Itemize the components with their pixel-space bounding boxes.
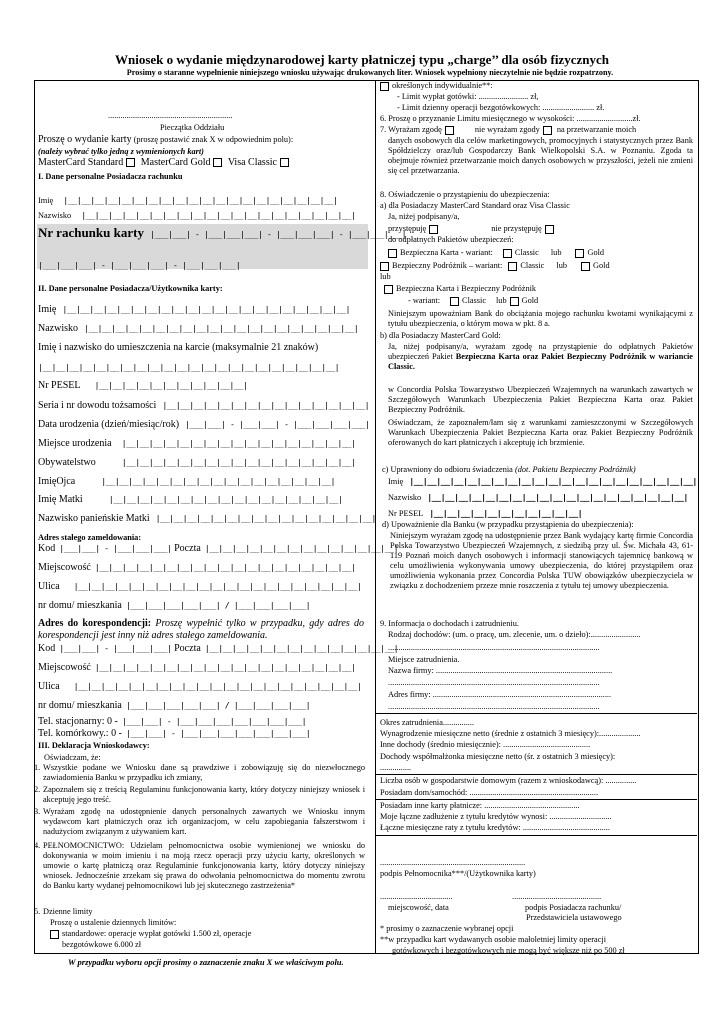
father-name-label: ImięOjca <box>38 476 76 487</box>
safe-traveller-checkbox[interactable] <box>380 262 389 271</box>
father-name-field[interactable]: |__|__|__|__|__|__|__|__|__|__|__|__|__|__|__|__|__| <box>101 476 335 486</box>
permanent-address-heading: Adres stałego zameldowania: <box>38 533 142 542</box>
beneficiary-pesel-field[interactable]: |__|__|__|__|__|__|__|__|__|__|__| <box>429 508 583 518</box>
mother-maiden-name-field[interactable]: |__|__|__|__|__|__|__|__|__|__|__|__|__|__|__|__| <box>155 513 376 523</box>
account-number-field-1[interactable]: |___|___| - |___|___|___| - |___|___|___| - |___|___|___| <box>149 229 407 239</box>
street-field[interactable]: |__|__|__|__|__|__|__|__|__|__|__|__|__|__|__|__|__|__|__|__|__| <box>73 581 362 591</box>
corr-postal-code-field[interactable]: |___|___| - |___|___|___| <box>59 643 172 653</box>
declaration-1: Wszystkie podane we Wniosku dane są prawdziwe i zobowiązuję się do niezwłocznego zawiadomienia Banku w przypadku ich zmiany, <box>43 763 365 782</box>
firm-address-dots: ...................................................................................................... <box>388 702 600 711</box>
insurance-b-text-3: Oświadczam, że zapoznałem/łam się z warunkami zamieszczonymi w Szczegółowych Warunkach Ubezpieczenia Pakiet Bezpieczna Karta oraz Pakiet Bezpieczny Podróżnik oferowanych do kart płatniczych i akceptuję ich brzmienie. <box>388 418 693 447</box>
mastercard-standard-checkbox[interactable] <box>126 158 135 167</box>
user-last-name-field[interactable]: |__|__|__|__|__|__|__|__|__|__|__|__|__|__|__|__|__|__|__|__| <box>84 323 359 333</box>
or-label: lub <box>380 272 391 281</box>
insurance-b-text-1: Ja, niżej podpisany/a, wyrażam zgodę na przystąpienie do odpłatnych Pakietów ubezpieczeń Pakiet <box>388 342 693 361</box>
account-holder-signature-label: podpis Posiadacza rachunku/ <box>525 903 622 912</box>
footnote-2: **w przypadku kart wydawanych osobie małoletniej limity operacji <box>380 935 607 944</box>
bank-authorization-text: Niniejszym wyrażam zgodę na udostępnienie przez Bank wydający kartę firmie Concordia Polska Towarzystwo Ubezpieczeń Wzajemnych, z siedzibą przy ul. Św. Michała 43, 61-119 Poznań moich danych osobowych i informacji stanowiących tajemnicę bankową w celu umożliwienia wykonywania umowy ubezpieczenia, do której przystąpiłem oraz umożliwienia wykonania przez Concordia Polska TUW obowiązków ubezpieczyciela w związku z dochodzeniem przeze mnie roszczenia z tytułu tej umowy ubezpieczenia. <box>390 531 693 590</box>
corr-post-office-field[interactable]: |__|__|__|__|__|__|__|__|__|__|__|__|__|__| <box>204 643 399 653</box>
card-mastercard-gold-label: MasterCard Gold <box>140 157 211 168</box>
consent-checkbox[interactable] <box>445 126 454 135</box>
safe-card-classic-checkbox[interactable] <box>503 249 512 258</box>
beneficiary-first-name-field[interactable]: |__|__|__|__|__|__|__|__|__|__|__|__|__|__|__|__|__|__|__|__|__| <box>409 476 697 486</box>
household-divider <box>375 774 697 775</box>
mastercard-gold-checkbox[interactable] <box>213 158 222 167</box>
firm-name-line: Nazwa firmy: ..................................................................................... <box>388 666 613 675</box>
pesel-label: Nr PESEL <box>38 380 81 391</box>
both-classic-checkbox[interactable] <box>450 297 459 306</box>
town-field[interactable]: |__|__|__|__|__|__|__|__|__|__|__|__|__|__|__|__|__|__|__| <box>94 562 356 572</box>
section-1-heading: I. Dane personalne Posiadacza rachunku <box>38 172 183 181</box>
debit-authorization: Niniejszym upoważniam Bank do obciążania mojego rachunku kwotami wynikającymi z tytułu ubezpieczenia, o którym mowa w pkt. 8 a. <box>388 309 693 328</box>
credit-installments-line: Łączne miesięczne raty z tytułu kredytów: .......................................... <box>380 823 610 832</box>
firm-dots-line: ...................................................................................................... <box>388 678 600 687</box>
beneficiary-heading: c) Uprawniony do odbioru świadczenia <box>382 465 513 474</box>
beneficiary-last-name-field[interactable]: |__|__|__|__|__|__|__|__|__|__|__|__|__|__|__|__|__|__|__| <box>427 492 688 502</box>
both-packages-label: Bezpieczna Karta i Bezpieczny Podróżnik <box>396 284 537 293</box>
beneficiary-note: (dot. Pakietu Bezpieczny Podróżnik) <box>514 465 636 474</box>
declaration-5: Dzienne limity <box>43 907 93 916</box>
account-number-label: Nr rachunku karty <box>38 225 144 240</box>
standard-limits-checkbox[interactable] <box>50 930 59 939</box>
safe-traveller-classic-label: Classic <box>520 261 545 270</box>
cash-limit-line: - Limit wypłat gotówki: ........................ zł, <box>397 92 539 101</box>
declaration-2: Zapoznałem się z treścią Regulaminu funkcjonowania karty, który dotyczy niniejszy wniosek i akceptuję jego treść. <box>43 785 365 804</box>
cashless-limit-line: - Limit dzienny operacji bezgotówkowych: ......................... zł. <box>397 103 605 112</box>
consent-label: 7. Wyrażam zgodę <box>380 125 442 134</box>
user-last-name-label: Nazwisko <box>38 323 78 334</box>
legal-representative-label: Przedstawiciela ustawowego <box>526 913 622 922</box>
citizenship-field[interactable]: |__|__|__|__|__|__|__|__|__|__|__|__|__|__|__|__|__| <box>121 457 356 467</box>
employment-period-line: Okres zatrudnienia............... <box>380 718 475 727</box>
landline-field[interactable]: |___|___| - |___|___|___|___|___|___|___| <box>121 716 307 726</box>
safe-card-gold-label: Gold <box>587 248 605 257</box>
safe-card-checkbox[interactable] <box>388 249 397 258</box>
corr-house-number-label: nr domu/ mieszkania <box>38 700 122 711</box>
credit-debt-line: Moje łączne zadłużenie z tytułu kredytów wynosi: .............................. <box>380 812 612 821</box>
both-gold-label: Gold <box>521 296 539 305</box>
insurance-b-text-2: w Concordia Polska Towarzystwo Ubezpieczeń Wzajemnych na warunkach zawartych w Szczegółowych Warunkach Ubezpieczenia Pakiet Bezpieczna Karta oraz Pakiet Bezpieczny Podróżnik. <box>388 385 693 414</box>
other-cards-line: Posiadam inne karty płatnicze: .............................................. <box>380 801 580 810</box>
custom-limits-label: określonych indywidualnie**: <box>392 81 493 90</box>
birth-date-field[interactable]: |___|___| - |___|___| - |___|___|___|___| <box>185 419 370 429</box>
emboss-name-field[interactable]: |__|__|__|__|__|__|__|__|__|__|__|__|__|__|__|__|__|__|__|__|__|__| <box>38 362 340 372</box>
birth-place-label: Miejsce urodzenia <box>38 438 112 449</box>
mother-name-label: Imię Matki <box>38 494 83 505</box>
join-label: przystępuję <box>388 224 427 233</box>
consent-text: danych osobowych dla celów marketingowych, promocyjnych i statystycznych przez Bank Spółdzielczy oraz/lub Gospodarczy Bank Wielkopolski S.A. w Poznaniu. Zgoda ta obejmuje również przetwarzanie moich danych osobowych w przyszłości, jeżeli nie zmieni się cel przetwarzania. <box>388 136 693 175</box>
insurance-b-heading: b) dla Posiadaczy MasterCard Gold: <box>380 331 501 340</box>
safe-card-label: Bezpieczna Karta - wariant: <box>400 248 493 257</box>
bank-authorization-heading: d) Upoważnienie dla Banku (w przypadku przystąpienia do ubezpieczenia): <box>382 520 634 529</box>
join-checkbox[interactable] <box>429 225 438 234</box>
custom-limits-checkbox[interactable] <box>380 82 389 91</box>
safe-traveller-classic-checkbox[interactable] <box>508 262 517 271</box>
limits-request: Proszę o ustalenie dziennych limitów: <box>50 918 177 927</box>
signature-divider <box>375 835 697 836</box>
id-document-field[interactable]: |__|__|__|__|__|__|__|__|__|__|__|__|__|__|__| <box>162 400 370 410</box>
declare-label: Oświadczam, że: <box>44 753 101 762</box>
safe-traveller-or: lub <box>556 261 568 270</box>
declaration-4: PEŁNOMOCNICTWO: Udzielam pełnomocnictwa osobie wymienionej we wniosku do dokonywania w moim imieniu i na moją rzecz operacji przy użyciu karty, określonych w umowie o kartę płatniczą oraz Regulaminie funkcjonowania karty, który dotyczy niniejszy wniosek. Jednocześnie zrzekam się prawa do odwołania pełnomocnictwa do momentu zwrotu do Banku karty wydanej pełnomocnikowi lub jej skutecznego zastrzeżenia* <box>43 841 365 890</box>
footnote-3: gotówkowych i bezgotówkowych nie mogą być większe niż po 500 zł <box>392 946 625 955</box>
corr-street-field[interactable]: |__|__|__|__|__|__|__|__|__|__|__|__|__|__|__|__|__|__|__|__|__| <box>73 681 362 691</box>
citizenship-label: Obywatelstwo <box>38 457 96 468</box>
monthly-limit-line: 6. Proszę o przyznanie Limitu miesięcznego w wysokości: ...........................zł. <box>380 114 641 123</box>
birth-place-field[interactable]: |__|__|__|__|__|__|__|__|__|__|__|__|__|__|__|__|__| <box>121 438 356 448</box>
no-consent-checkbox[interactable] <box>543 126 552 135</box>
form-title: Wniosek o wydanie międzynarodowej karty płatniczej typu „charge’’ dla osób fizycznych <box>115 52 609 67</box>
income-dots-line: ...................................................................................................... <box>388 643 600 652</box>
beneficiary-first-name-label: Imię <box>388 477 404 486</box>
other-income-line: Inne dochody (średnio miesięcznie): .......................................... <box>380 740 591 749</box>
postal-code-label: Kod <box>38 543 56 554</box>
corr-town-label: Miejscowość <box>38 662 91 673</box>
house-number-field[interactable]: |___|___|___|___|___| / |___|___|___|___| <box>125 600 311 610</box>
choose-one-note: (należy wybrać tylko jedną z wymienionych kart) <box>38 147 204 156</box>
insurance-a-line-4: do odpłatnych Pakietów ubezpieczeń: <box>388 235 514 244</box>
beneficiary-pesel-label: Nr PESEL <box>388 509 424 518</box>
income-kind-line: Rodzaj dochodów: (um. o pracę, um. zlecenie, um. o dzieło):........................ <box>388 630 641 639</box>
card-mastercard-standard-label: MasterCard Standard <box>38 157 124 168</box>
standard-limits-label-2: bezgotówkowe 6.000 zł <box>62 940 142 949</box>
corr-house-number-field[interactable]: |___|___|___|___|___| / |___|___|___|___| <box>125 700 311 710</box>
owner-last-name-label: Nazwisko <box>38 211 72 220</box>
both-variant-label: - wariant: <box>408 296 441 305</box>
net-salary-line: Wynagrodzenie miesięczne netto (średnie z ostatnich 3 miesięcy):.................... <box>380 729 641 738</box>
footnote-1: * prosimy o zaznaczenie wybranej opcji <box>380 924 514 933</box>
workplace-heading: Miejsce zatrudnienia. <box>388 655 460 664</box>
request-note: (proszę postawić znak X w odpowiednim polu): <box>133 135 294 144</box>
beneficiary-last-name-label: Nazwisko <box>388 493 422 502</box>
corr-post-office-label: Poczta <box>174 643 201 654</box>
owner-first-name-field[interactable]: |__|__|__|__|__|__|__|__|__|__|__|__|__|__|__|__|__|__|__|__| <box>63 195 338 205</box>
owner-last-name-field[interactable]: |__|__|__|__|__|__|__|__|__|__|__|__|__|__|__|__|__|__|__|__| <box>81 210 356 220</box>
safe-card-gold-checkbox[interactable] <box>575 249 584 258</box>
card-choice-row <box>38 157 292 169</box>
spouse-income-dots: ............... <box>380 763 412 772</box>
mother-maiden-name-label: Nazwisko panieńskie Matki <box>38 513 150 524</box>
household-line: Liczba osób w gospodarstwie domowym (razem z wnioskodawcą): ............... <box>380 776 637 785</box>
mobile-label: Tel. komórkowy.: 0 - <box>38 728 122 739</box>
both-packages-checkbox[interactable] <box>384 285 393 294</box>
safe-traveller-gold-label: Gold <box>593 261 610 270</box>
mobile-field[interactable]: |___|___| - |___|___|___|___|___|___|___| <box>125 728 311 738</box>
branch-dots: ............................................................ <box>108 111 233 120</box>
safe-card-classic-label: Classic <box>514 248 539 257</box>
insurance-a-line-1: Ja, niżej podpisany/a, <box>388 212 460 221</box>
place-date-label: miejscowość, data <box>388 903 449 912</box>
consent-purpose: na przetwarzanie moich <box>556 125 637 134</box>
signature-dots[interactable]: ...................................................................... <box>380 858 526 867</box>
visa-classic-checkbox[interactable] <box>280 158 289 167</box>
corr-postal-code-label: Kod <box>38 643 56 654</box>
firm-address-line: Adres firmy: ...................................................................................... <box>388 690 612 699</box>
declaration-3: Wyrażam zgodę na udostępnienie danych personalnych zawartych we Wniosku innym wydawcom kart płatniczych oraz ich organizacjom, w celu zapobiegania fałszerstwom i nadużyciom związanym z używaniem kart. <box>43 807 365 836</box>
landline-label: Tel. stacjonarny: 0 - <box>38 716 118 727</box>
insurance-heading: 8. Oświadczenie o przystąpieniu do ubezpieczenia: <box>380 190 550 199</box>
insurance-a-heading: a) dla Posiadaczy MasterCard Standard oraz Visa Classic <box>380 201 570 210</box>
owner-first-name-label: Imię <box>38 196 54 205</box>
safe-traveller-label: Bezpieczny Podróżnik – wariant: <box>392 261 503 270</box>
standard-limits-label: standardowe: operacje wypłat gotówki 1.500 zł, operacje <box>62 929 252 938</box>
safe-card-or: lub <box>550 248 562 257</box>
birth-date-label: Data urodzenia (dzień/miesiąc/rok) <box>38 419 180 430</box>
footer-note: W przypadku wyboru opcji prosimy o zaznaczenie znaku X we właściwym polu. <box>68 957 344 967</box>
bank-signature-dots[interactable]: ........................................... <box>512 892 602 901</box>
corr-street-label: Ulica <box>38 681 60 692</box>
no-consent-label: nie wyrażam zgody <box>474 125 540 134</box>
mother-name-field[interactable]: |__|__|__|__|__|__|__|__|__|__|__|__|__|__|__|__|__| <box>108 494 343 504</box>
insurance-b-bold: Bezpieczna Karta oraz Pakiet Bezpieczny Podróżnik w wariancie Classic. <box>388 352 693 371</box>
request-label: Proszę o wydanie karty <box>38 134 132 145</box>
place-date-dots[interactable]: ................................... <box>380 892 453 901</box>
account-number-field-2[interactable]: |___|___|___| - |___|___|___| - |___|___|___| <box>38 260 241 270</box>
street-label: Ulica <box>38 581 60 592</box>
pesel-field[interactable]: |__|__|__|__|__|__|__|__|__|__|__| <box>94 380 248 390</box>
both-gold-checkbox[interactable] <box>510 297 519 306</box>
card-visa-classic-label: Visa Classic <box>227 157 277 168</box>
both-classic-label: Classic <box>462 296 486 305</box>
spouse-income-line: Dochody współmałżonka miesięczne netto (śr. z ostatnich 3 miesięcy): <box>380 752 616 761</box>
post-office-field[interactable]: |__|__|__|__|__|__|__|__|__|__|__|__|__|__| <box>204 543 399 553</box>
not-join-label: nie przystępuję <box>491 224 542 233</box>
signature-label: podpis Pełnomocnika***/(Użytkownika karty) <box>380 869 536 878</box>
correspondence-note: Proszę wypełnić tylko w przypadku, gdy adres do korespondencji jest inny niż adres stałego zameldowania. <box>38 618 364 641</box>
income-heading: 9. Informacja o dochodach i zatrudnieniu. <box>380 619 519 628</box>
income-divider <box>375 713 697 714</box>
both-or: lub <box>496 296 507 305</box>
home-line: Posiadam dom/samochód: .............................................................. <box>380 788 599 797</box>
credit-divider <box>375 799 697 800</box>
branch-label: Pieczątka Oddziału <box>160 123 225 132</box>
corr-town-field[interactable]: |__|__|__|__|__|__|__|__|__|__|__|__|__|__|__|__|__|__|__| <box>94 662 356 672</box>
user-first-name-label: Imię <box>38 304 57 315</box>
section-2-heading: II. Dane personalne Posiadacza/Użytkownika karty: <box>38 284 223 293</box>
house-number-label: nr domu/ mieszkania <box>38 600 122 611</box>
user-first-name-field[interactable]: |__|__|__|__|__|__|__|__|__|__|__|__|__|__|__|__|__|__|__|__|__| <box>62 304 351 314</box>
id-document-label: Seria i nr dowodu tożsamości <box>38 400 157 411</box>
post-office-label: Poczta <box>174 543 201 554</box>
correspondence-heading: Adres do korespondencji: <box>38 618 152 629</box>
not-join-checkbox[interactable] <box>545 225 554 234</box>
postal-code-field[interactable]: |___|___| - |___|___|___| <box>59 543 172 553</box>
section-3-heading: III. Deklaracja Wnioskodawcy: <box>38 741 150 750</box>
emboss-name-label: Imię i nazwisko do umieszczenia na karcie (maksymalnie 21 znaków) <box>38 342 319 353</box>
form-subtitle: Prosimy o staranne wypełnienie niniejszego wniosku używając drukowanych liter. Wniosek wypełniony nieczytelnie nie będzie rozpatrzony. <box>126 68 614 77</box>
town-label: Miejscowość <box>38 562 91 573</box>
safe-traveller-gold-checkbox[interactable] <box>581 262 590 271</box>
